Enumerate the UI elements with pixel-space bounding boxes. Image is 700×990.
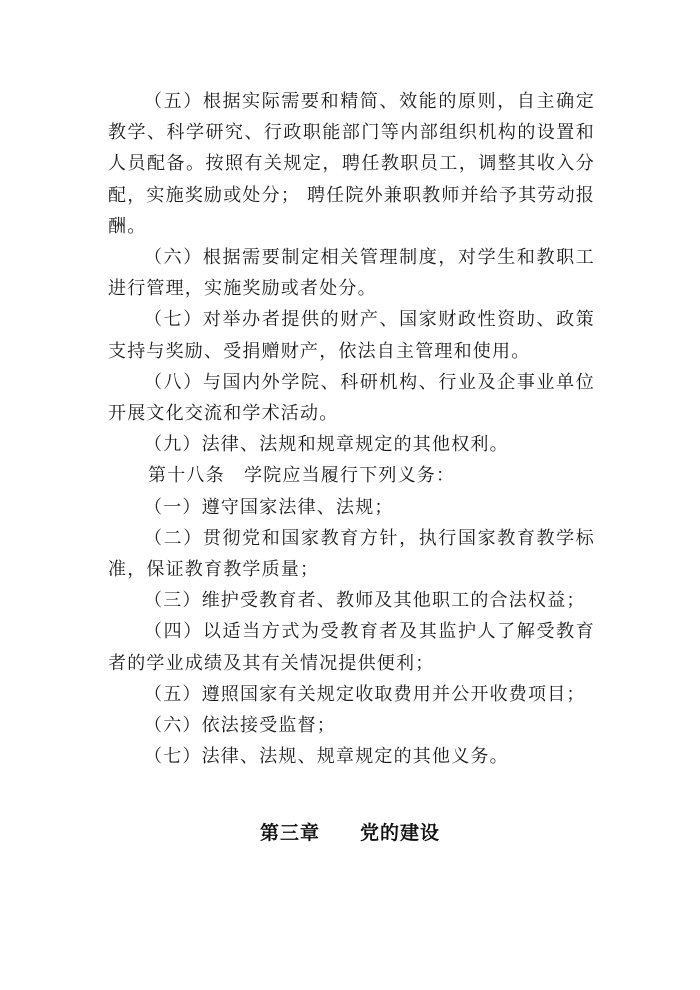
obligation-item-5: （五）遵照国家有关规定收取费用并公开收费项目； [144, 683, 586, 705]
obligation-item-6: （六）依法接受监督； [144, 715, 336, 737]
paragraph-item-7-property: （七）对举办者提供的财产、国家财政性资助、政策支持与奖励、受捐赠财产，依法自主管理和使用。 [108, 309, 595, 362]
chapter-heading: 第三章 党的建设 [259, 822, 440, 844]
article-18-heading: 第十八条 学院应当履行下列义务： [148, 465, 456, 487]
obligation-item-1: （一）遵守国家法律、法规； [144, 496, 394, 518]
document-body [108, 86, 595, 772]
obligation-item-4: （四）以适当方式为受教育者及其监护人了解受教育者的学业成绩及其有关情况提供便利； [108, 621, 595, 674]
paragraph-item-5-autonomy: （五）根据实际需要和精简、效能的原则，自主确定教学、科学研究、行政职能部门等内部组织机构的设置和人员配备。按照有关规定，聘任教职员工，调整其收入分配，实施奖励或处分； 聘任院外兼职教师并给予其劳动报酬。 [108, 91, 595, 237]
obligation-item-3: （三）维护受教育者、教师及其他职工的合法权益； [144, 590, 586, 612]
obligation-item-7: （七）法律、法规、规章规定的其他义务。 [144, 746, 509, 768]
paragraph-item-6-management: （六）根据需要制定相关管理制度，对学生和教职工进行管理，实施奖励或者处分。 [108, 247, 595, 300]
paragraph-item-8-exchange: （八）与国内外学院、科研机构、行业及企事业单位开展文化交流和学术活动。 [108, 371, 595, 425]
paragraph-item-9-other-rights: （九）法律、法规和规章规定的其他权利。 [144, 434, 509, 456]
obligation-item-2: （二）贯彻党和国家教育方针，执行国家教育教学标准，保证教育教学质量； [108, 527, 595, 581]
